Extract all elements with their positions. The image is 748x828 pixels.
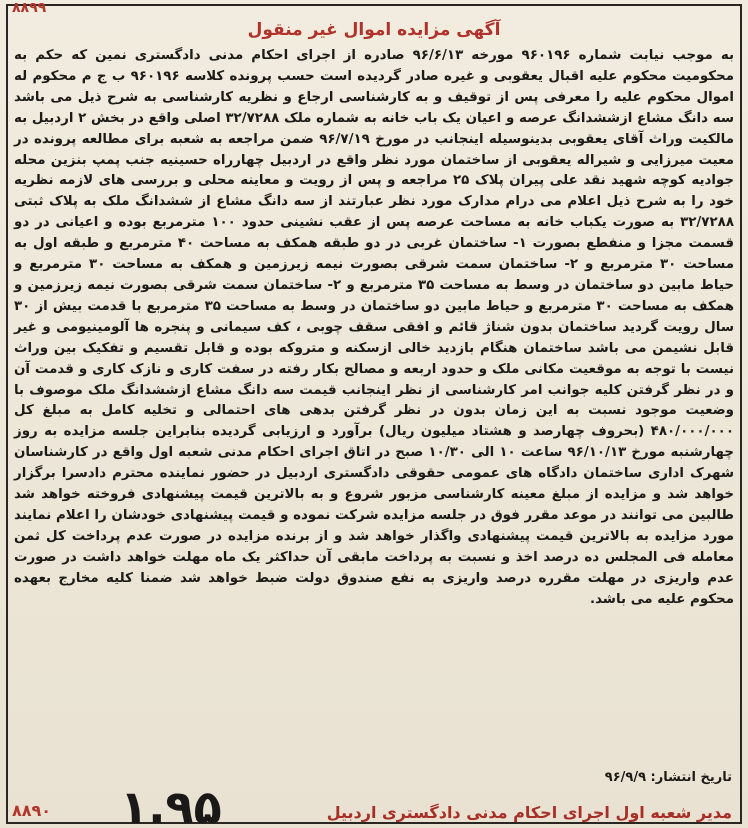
ad-body-paragraph: به موجب نیابت شماره ۹۶۰۱۹۶ مورخه ۹۶/۶/۱۳ صادره از اجرای احکام مدنی دادگستری نمین که حکم به محکومیت محکوم علیه اقبال یعقوبی و غیره صادر گردیده است حسب پرونده کلاسه ۹۶۰۱۹۶ ب ج م محکوم له اموال محکوم علیه را معرفی پس از توقیف و به کارشناسی ارجاع و نظریه کارشناسی به شرح ذیل می باشد سه دانگ مشاع ازششدانگ عرصه و اعیان یک باب خانه به شماره ملک ۳۲/۷۲۸۸ اصلی واقع در بخش ۲ اردبیل به مالکیت وراث آقای یعقوبی بدینوسیله اینجانب در مورخ ۹۶/۷/۱۹ ضمن مراجعه به شعبه برای مطالعه پرونده در معیت میرزایی و شیراله یعقوبی از ساختمان مورد نظر واقع در اردبیل چهارراه حسینیه جنب پمپ بنزین محله جوادیه کوچه شهید نقد علی پیران پلاک ۲۵ مراجعه و پس از رویت و معاینه محلی و بررسی های لازمه نظریه خود را به شرح ذیل اعلام می درام مدارک مورد نظر عبارتند از سه دانگ مشاع از ششدانگ ملک به پلاک ثبتی ۳۲/۷۲۸۸ به صورت یکباب خانه به مساحت عرصه پس از عقب نشینی حدود ۱۰۰ مترمربع بوده و اعیانی در دو قسمت مجزا و منفطع بصورت ۱- ساختمان غربی در دو طبقه همکف به مساحت ۴۰ مترمربع و طبقه اول به مساحت ۳۰ مترمربع و ۲- ساختمان سمت شرقی بصورت نیمه زیرزمین و همکف به مساحت ۳۰ مترمربع و حیاط مابین دو ساختمان در وسط به مساحت ۳۵ مترمربع و ۲- ساختمان سمت شرقی بصورت نیمه زیرزمین و همکف به مساحت ۳۰ مترمربع و حیاط مابین دو ساختمان در وسط به مساحت ۳۵ مترمربع با قدمت بیش از ۳۰ سال رویت گردید ساختمان بدون شناژ قائم و افقی سقف چوبی ، کف سیمانی و پنجره ها آلومینیومی و غیر قابل نشیمن می باشد ساختمان هنگام بازدید خالی ازسکنه و متروکه بوده و قابل تقسیم و تفکیک بین وراث نیست با توجه به موقعیت مکانی ملک و حدود اربعه و مصالح بکار رفته در سفت کاری و نازک کاری و قدمت آن و در نظر گرفتن کلیه جوانب امر کارشناسی از نظر اینجانب قیمت سه دانگ مشاع ازششدانگ ملک موصوف با وضعیت موجود نسبت به این زمان بدون در نظر گرفتن بدهی های احتمالی و تخلیه کامل به مبلغ کل ۴۸۰/۰۰۰/۰۰۰ (بحروف چهارصد و هشتاد میلیون ریال) برآورد و ارزیابی گردیده بنابراین جلسه مزایده به روز چهارشنبه مورخ ۹۶/۱۰/۱۳ ساعت ۱۰ الی ۱۰/۳۰ صبح در اتاق اجرای احکام مدنی شعبه اول واقع در کارشناسان شهرک اداری ساختمان دادگاه های عمومی حقوقی دادگستری اردبیل در حضور نماینده محترم دادسرا برگزار خواهد شد و مزایده از مبلغ معینه کارشناسی مزبور شروع و به بالاترین قیمت پیشنهادی فروخته خواهد شد طالبین می توانند در موعد مقرر فوق در جلسه مزایده شرکت نموده و قیمت پیشنهادی خودشان را اعلام نمایند مورد مزایده به بالاترین قیمت پیشنهادی واگذار خواهد شد و از برنده مزایده در صورت عدم پرداخت کل ثمن معامله فی المجلس ده درصد اخذ و نسبت به پرداخت مابقی آن حداکثر یک ماه مهلت خواهد داشت در صورت عدم واریزی در مهلت مقرره درصد واریزی به نفع صندوق دولت ضبط خواهد شد ضمنا کلیه مخارج بعهده محکوم علیه می باشد. — [14, 48, 735, 607]
ad-title: آگهی مزایده اموال غیر منقول — [247, 20, 501, 40]
publish-date: تاریخ انتشار: ۹۶/۹/۹ — [604, 770, 732, 785]
signature-line: مدیر شعبه اول اجرای احکام مدنی دادگستری اردبیل — [326, 803, 732, 822]
top-ad-number: ۸۸۹۹ — [12, 0, 47, 16]
bottom-ad-code: ۸۸۹۰ — [12, 801, 52, 820]
bottom-big-number: ۱.۹۵ — [120, 780, 222, 828]
ad-body — [14, 46, 734, 610]
